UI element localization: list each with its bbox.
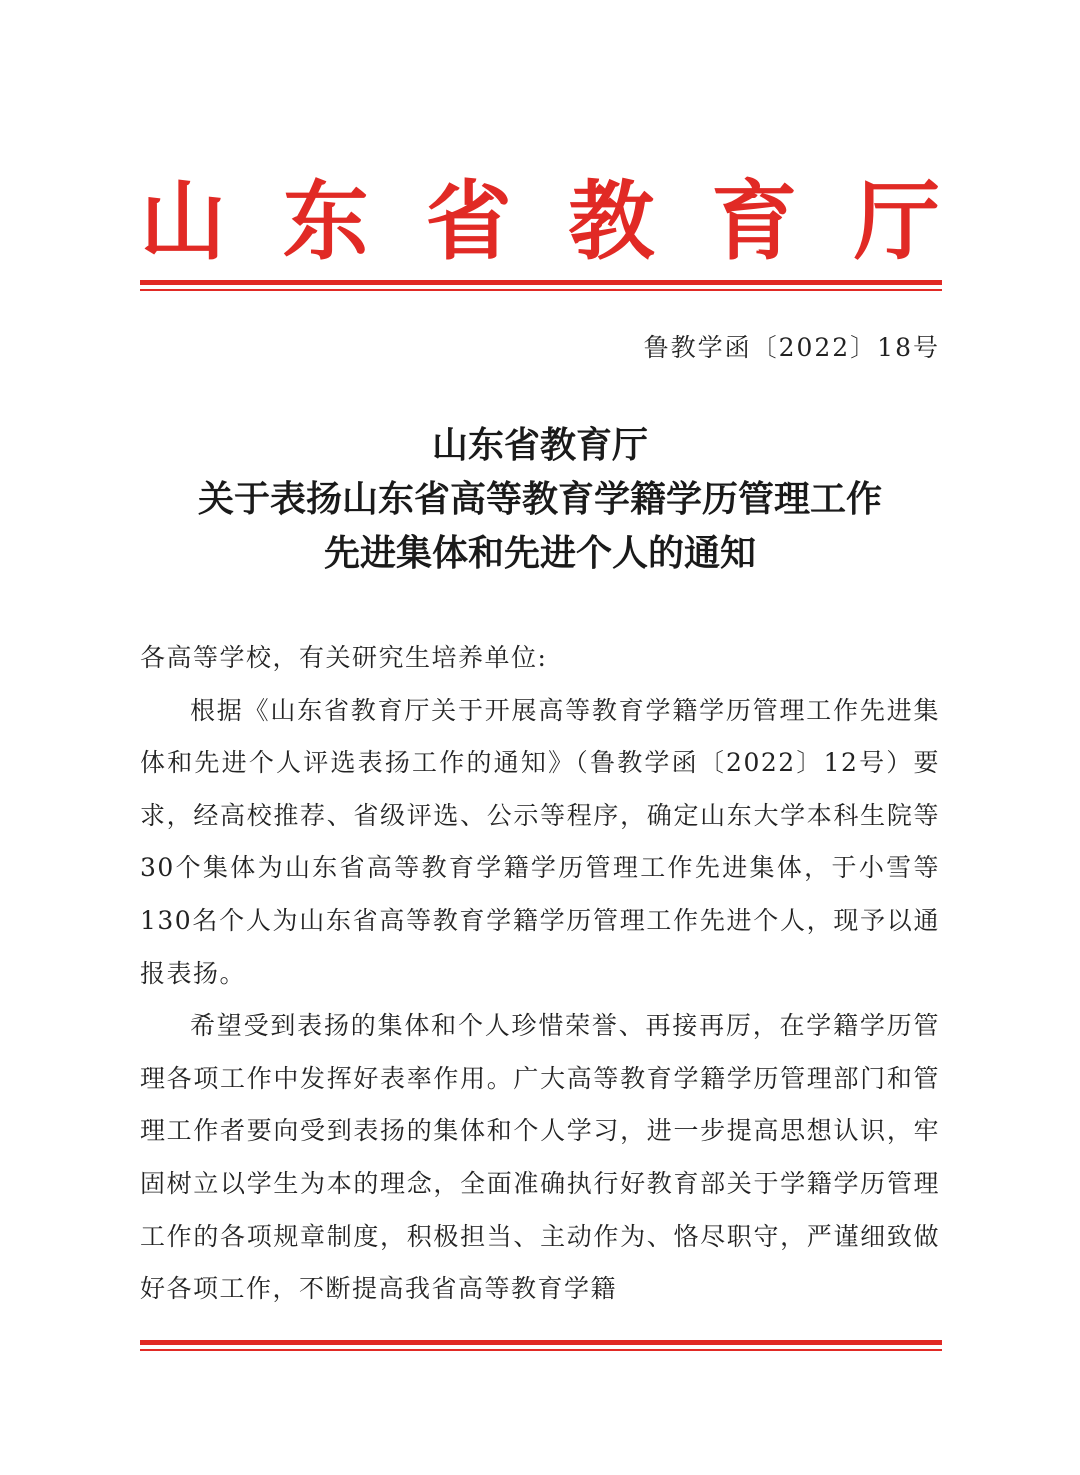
body-paragraph: 根据《山东省教育厅关于开展高等教育学籍学历管理工作先进集体和先进个人评选表扬工作的通知》（鲁教学函〔2022〕12号）要求，经高校推荐、省级评选、公示等程序，确定山东大学本科生院等30个集体为山东省高等教育学籍学历管理工作先进集体，于小雪等130名个人为山东省高等教育学籍学历管理工作先进个人，现予以通报表扬。	[140, 695, 940, 988]
header-divider-thick	[140, 280, 942, 285]
header-char: 东	[282, 171, 369, 272]
body-paragraph: 希望受到表扬的集体和个人珍惜荣誉、再接再厉，在学籍学历管理各项工作中发挥好表率作用。广大高等教育学籍学历管理部门和管理工作者要向受到表扬的集体和个人学习，进一步提高思想认识，牢固树立以学生为本的理念，全面准确执行好教育部关于学籍学历管理工作的各项规章制度，积极担当、主动作为、恪尽职守，严谨细致做好各项工作，不断提高我省高等教育学籍	[140, 1011, 940, 1304]
salutation: 各高等学校，有关研究生培养单位:	[140, 643, 548, 672]
footer-divider-thick	[140, 1340, 942, 1345]
header-char: 育	[711, 171, 798, 272]
issuing-authority-header	[140, 172, 940, 272]
notice-title-line: 山东省教育厅	[431, 424, 648, 466]
notice-body	[140, 632, 940, 1316]
footer-divider-thin	[140, 1349, 942, 1351]
notice-title	[140, 418, 940, 580]
notice-title-line: 先进集体和先进个人的通知	[323, 532, 756, 574]
document-number: 鲁教学函〔2022〕18号	[643, 333, 940, 362]
header-char: 厅	[853, 171, 940, 272]
notice-title-line: 关于表扬山东省高等教育学籍学历管理工作	[197, 478, 882, 520]
header-divider-thin	[140, 289, 942, 291]
header-char: 山	[140, 171, 226, 272]
header-char: 教	[568, 171, 655, 272]
header-char: 省	[425, 171, 512, 272]
